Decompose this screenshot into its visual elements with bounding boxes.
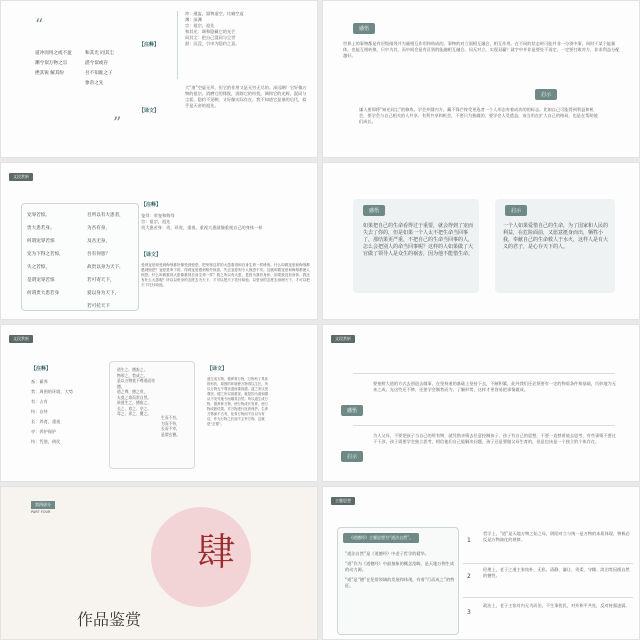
item-3-number: 3 — [467, 609, 471, 616]
section-title: 作品鉴赏 — [77, 610, 142, 629]
quote-close: ” — [113, 113, 122, 132]
hint-text: 为人父母，不要把孩子当自己的所有物，就凭借亲情去任意控制孩子，孩子有自己的思想，不要一直替着他去思考，有些事情不要过于干涉，孩子需要学会独立思考，相信他们自己能解决问题，孩子还是要做父母生育的，但是也该是一个独立的个体存在。 — [373, 433, 616, 444]
notes-list: 冲：通盅，器物虚空，比喻空虚 渊：深渊 宗：祖宗，祖先 和其光：调和隐藏它的光芒 同其尘：把自己混同与尘世 湛：沉没，引申为隐约之意。 — [185, 11, 244, 46]
slide-7[interactable] — [0, 486, 318, 640]
theme-points: “道法自然”是《道德经》中老子哲学的精华。 “道”作为《道德经》中最抽象的概念范畴，是天地万物生成的动力源。 “道”是“德”在伦常领域的发展和体现，有着“行而成之”的特征。 — [345, 551, 455, 588]
item-1-number: 1 — [467, 537, 471, 544]
scroll-col-1: 道生之，德畜之， 物形之，势成之。 是以万物莫不尊道而贵德。 道之尊，德之贵， 夫莫之命而常自然。 故道生之，德畜之， 长之、育之、亭之、 毒之、养之、覆之。 — [117, 367, 155, 416]
poem-col-2: 和其光 同其尘 湛兮似或存 吾不知谁之子 象帝之先 — [85, 51, 115, 86]
poem-col-1: 宠辱若惊。 贵大患若身。 何谓宠辱若惊 宠为下得之若惊， 失之若惊， 是谓宠辱若惊 何谓贵大患若身 — [27, 213, 64, 296]
translation-label: 【译文】 — [207, 366, 228, 372]
slide-header-tag: 主题思想 — [331, 497, 355, 505]
slide-header-tag: 文段赏析 — [9, 335, 33, 343]
hint-text: 谦人要即将“知光同尘”的修炼，学会外圆内方。藏不锋芒终受更选者一个人形态有着成功的的标志。比如自己可能得到利益和机会，要学会与自己相关的人共享。有利共享和机会，不要只为独做的，要学会人受遗益，该当用在扩大自己的格局，也是在帮助他们成长。 — [359, 107, 598, 124]
brace-line — [177, 11, 178, 79]
part-badge: 第四部分 — [31, 501, 55, 509]
poem-col-2: 吾所以有大患者， 为吾有身， 及吾无身， 吾有何患？ 故贵以身为天下， 若可寄天下， 爱以身为天下， 若可托天下 — [87, 213, 124, 309]
hint-pill: 启示 — [505, 205, 527, 216]
item-3-text: 政治上，老子主张对内无为而治，不生事扰民，对外和平共处，反对持强凌弱。 — [483, 603, 630, 608]
theme-intro: 《道德经》主题思想为“道法自然”。 — [343, 533, 419, 543]
slide-8[interactable] — [322, 486, 640, 640]
notes-list: 畜：蓄养 势：周围的环境、大势 有：占有 恃：自恃 长：养育，重视 亭：养护保护 恃：凭借，倚仗 — [31, 379, 73, 444]
item-2-text: 伦理上，老子之道主张纯朴、无私、清静、谦让、贵柔、守雌、淡泊等因循自然的德性。 — [483, 567, 630, 578]
insight-pill: 感悟 — [363, 205, 385, 216]
slide-6[interactable] — [322, 324, 640, 482]
translation-label: 【译文】 — [141, 252, 162, 258]
slide-header-tag: 文段赏析 — [9, 173, 33, 181]
seal-char: 肆 — [197, 530, 236, 574]
item-1-text: 哲学上，“道”是天地万物之始之母，阴阳对立与统一是万物的本质体现，物极必反是万物演化的规律。 — [483, 531, 630, 542]
slide-5[interactable] — [0, 324, 318, 482]
divider-mid — [353, 425, 615, 426]
insight-pill: 感悟 — [341, 405, 363, 416]
hint-pill: 启示 — [535, 89, 557, 100]
insight-text: 如果把自己的生命看得过于重要，就会得到了宠而失去了你的，但是如果一个人太不把生命当回事了，那结果更严重，不把自己的生命当回事的人，怎么会把别人的命当回事呢？这样的人如果做了大官做了领导人是众生的祸害，因为他不能惜生命。 — [363, 223, 474, 257]
slide-4[interactable] — [322, 162, 640, 320]
translation-text: 大“道”空虚无形，但它的作用又是无穷无尽的。深远啊！它好像万物的祖宗。消磨它的锋锐，消除它的纷扰，调和它的光辉，混同与尘垢。隐约不见啊，又好像实际存在。我不知道它是谁的后代，似乎是天帝的祖先。 — [185, 85, 307, 108]
translation-text: 受到宠爱和受到侮辱都好像受到惊恐，把荣辱这样的大患看得和自身生命一样珍贵。什么叫做宠爱和侮辱都感到惊恐？宠爱是卑下的，得到宠爱感到格外惊喜，失去宠爱则令人惊恐不安。这就叫做宠爱和侮辱都使人惊恐。什么叫做重视大患像重视自身生命一样？我之所以有大患，是因为我有身体，如果我没有身体，我还有什么大患呢？所以以贵身的态度去为天下，才可以把天下托付给他；以爱身的态度去治理天下，才可以把天下托付给他。 — [141, 263, 310, 287]
translation-label: 【译文】 — [139, 108, 160, 114]
divider-1 — [463, 563, 633, 564]
quote-open: “ — [35, 15, 44, 34]
hint-text: 一个人如果爱惜自己的生命，为了国家和人民的利益，在危险面前，又愿意挺身而出，牺牲小我，奉献自己的生命救人于水火，这样人是有大义的君子，是心存天下的人。 — [503, 223, 609, 250]
slide-2[interactable] — [322, 0, 640, 158]
translation-text: 道生成万物，德养育万物，万物有了具体的形状，周围的环境使万物得以生长。所以万物无不尊崇道而重视德。道之所以受尊崇，德之所以被重视，就是因为道和德从不发号施令而顺其自然。所以道生成万物，德养育万物，使万物成长发育，使万物成熟结果，对万物进行抚育保护。生养万物而不占有，化育万物而不自以为有功，作为万物之长而不主宰万物，这就是“玄德”。 — [207, 377, 269, 426]
poem-col-1: 道冲而用之或不盈 渊兮似万物之宗 挫其锐 解其纷 — [35, 51, 72, 76]
insight-text: 世界上的事物都是有层级排列并为量相互作用和构成的。事物的对立面相互融合，相互作用。在不同的状态时可能并非一分别中事，同时于某个能量体，也能互相转换，只中为其，而中间会是有区别的能融相互融合。问无对立，实现双赢？就字中并非是要处不再定，一定要打败对方，非求利益分配越好。 — [343, 41, 620, 58]
notes-list: 宠辱：荣宠和侮辱 宗：祖宗，祖先 贵大患若身：贵，珍贵，重视。重视大患就像重视自己的身体一样 — [141, 213, 263, 230]
divider-top — [353, 373, 615, 374]
slide-header-tag: 文段赏析 — [331, 335, 355, 343]
slide-3[interactable] — [0, 162, 318, 320]
notes-label: 【注释】 — [139, 42, 160, 48]
scroll-col-2: 生而不有， 为而不恃， 长而不宰， 是谓玄德。 — [161, 415, 180, 437]
insight-text: 要按照大道的方式去创造去做事，在坚持道的基础上坚持下去，不断积累，此外我们还必须要有一定的物质条件和基础，巧妙地为无来之成。光这些还不够，还要学会顺势而为，了解形势，这样才更容易把事情做成。 — [373, 381, 616, 392]
item-2-number: 2 — [467, 573, 471, 580]
notes-label: 【注释】 — [31, 366, 52, 372]
notes-label: 【注释】 — [141, 202, 162, 208]
part-subtitle: PART FOUR — [31, 510, 51, 514]
hint-pill: 启示 — [341, 451, 363, 462]
slide-1[interactable] — [0, 0, 318, 158]
insight-pill: 感悟 — [353, 23, 375, 34]
divider-2 — [463, 597, 633, 598]
